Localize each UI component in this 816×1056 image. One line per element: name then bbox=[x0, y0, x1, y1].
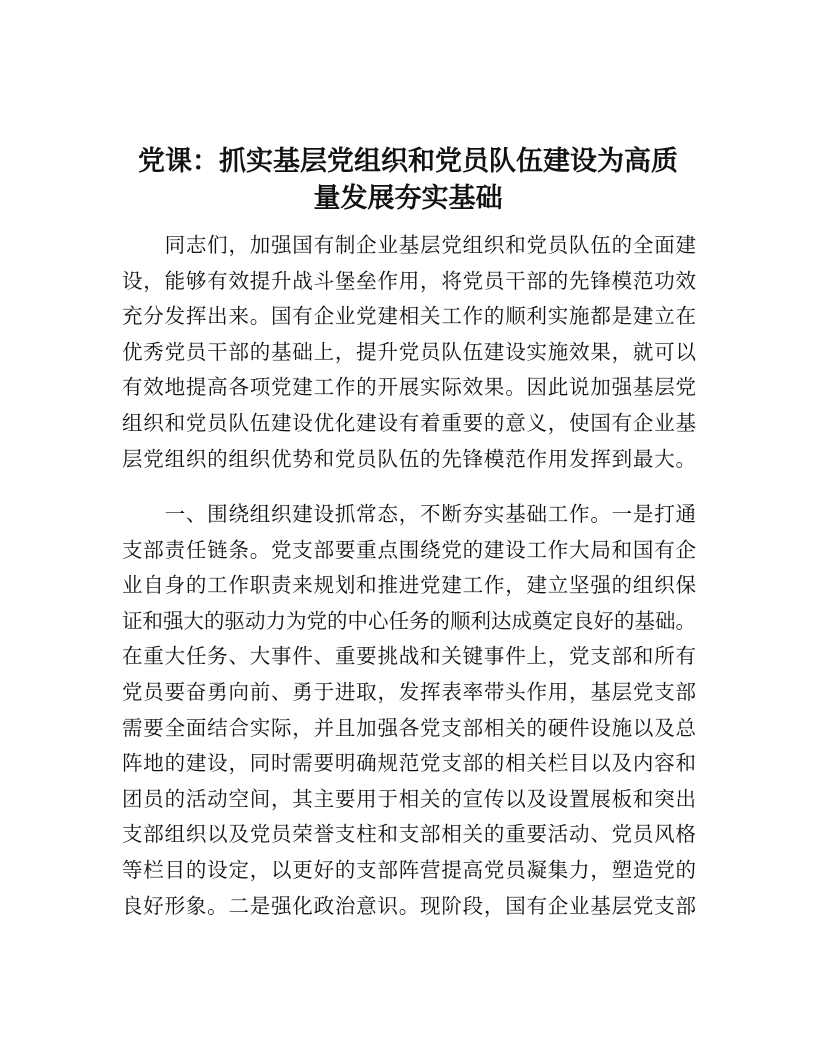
paragraph-line: 层党组织的组织优势和党员队伍的先锋模范作用发挥到最大。 bbox=[122, 446, 696, 471]
paragraph-line: 良好形象。二是强化政治意识。现阶段，国有企业基层党支部 bbox=[122, 893, 696, 918]
paragraph-line: 优秀党员干部的基础上，提升党员队伍建设实施效果，就可以 bbox=[122, 339, 696, 364]
document-title bbox=[110, 143, 706, 217]
paragraph-line: 充分发挥出来。国有企业党建相关工作的顺利实施都是建立在 bbox=[122, 304, 696, 329]
title-line-2: 量发展夯实基础 bbox=[313, 183, 503, 214]
paragraph-line: 阵地的建设，同时需要明确规范党支部的相关栏目以及内容和 bbox=[122, 751, 696, 776]
paragraph-line: 一、围绕组织建设抓常态，不断夯实基础工作。一是打通 bbox=[122, 502, 696, 526]
paragraph-line: 有效地提高各项党建工作的开展实际效果。因此说加强基层党 bbox=[122, 375, 696, 400]
paragraph-section-one bbox=[122, 497, 696, 924]
paragraph-line: 在重大任务、大事件、重要挑战和关键事件上，党支部和所有 bbox=[122, 644, 696, 669]
paragraph-intro bbox=[122, 228, 696, 477]
paragraph-line: 支部组织以及党员荣誉支柱和支部相关的重要活动、党员风格 bbox=[122, 822, 696, 847]
paragraph-line: 设，能够有效提升战斗堡垒作用，将党员干部的先锋模范功效 bbox=[122, 268, 696, 293]
paragraph-line: 需要全面结合实际，并且加强各党支部相关的硬件设施以及总 bbox=[122, 715, 696, 740]
paragraph-line: 等栏目的设定，以更好的支部阵营提高党员凝集力，塑造党的 bbox=[122, 857, 696, 882]
paragraph-line: 组织和党员队伍建设优化建设有着重要的意义，使国有企业基 bbox=[122, 410, 696, 435]
paragraph-line: 支部责任链条。党支部要重点围绕党的建设工作大局和国有企 bbox=[122, 537, 696, 562]
paragraph-line: 证和强大的驱动力为党的中心任务的顺利达成奠定良好的基础。 bbox=[122, 608, 696, 633]
paragraph-line: 党员要奋勇向前、勇于进取，发挥表率带头作用，基层党支部 bbox=[122, 679, 696, 704]
paragraph-line: 团员的活动空间，其主要用于相关的宣传以及设置展板和突出 bbox=[122, 786, 696, 811]
paragraph-line: 业自身的工作职责来规划和推进党建工作，建立坚强的组织保 bbox=[122, 573, 696, 598]
paragraph-line: 同志们，加强国有制企业基层党组织和党员队伍的全面建 bbox=[122, 233, 696, 257]
title-line-1: 党课：抓实基层党组织和党员队伍建设为高质 bbox=[138, 146, 678, 177]
